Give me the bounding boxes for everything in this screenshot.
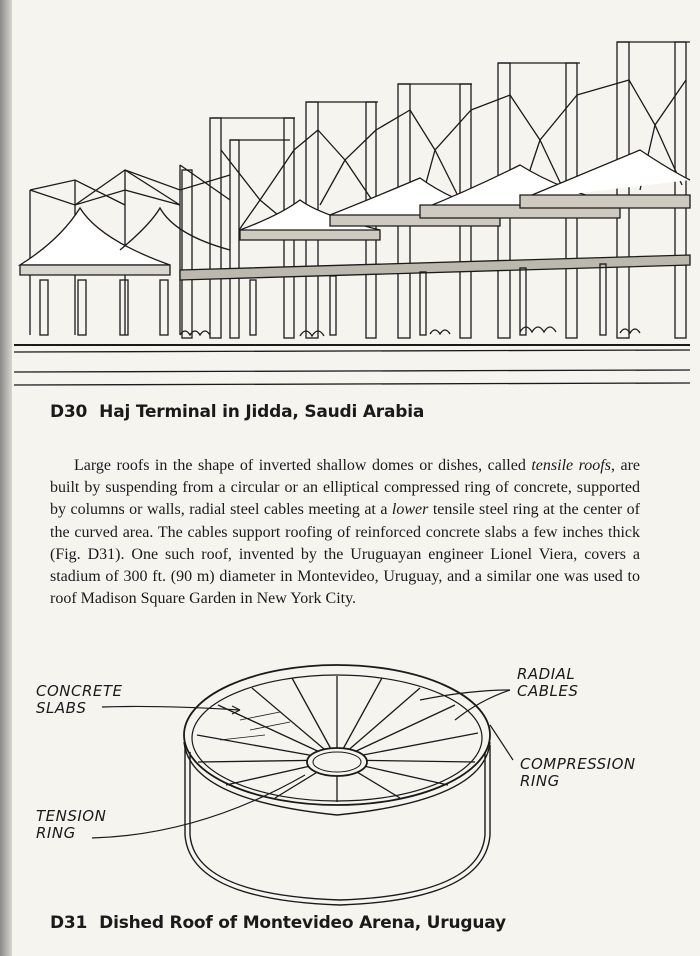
label-cables: CABLES — [517, 682, 579, 700]
label-radial-cables — [517, 666, 578, 700]
label-concrete-slabs — [36, 683, 123, 717]
label-compression: COMPRESSION — [520, 755, 636, 773]
label-compression-ring — [520, 756, 636, 790]
label-slabs: SLABS — [36, 699, 87, 717]
paragraph-text-3: tensile steel ring at the center of the curved area. The cables support roofing of reinforced concrete slabs a few inches thick (Fig. D31). One such roof, invented by the Uruguayan engineer Lionel Viera, covers a stadium of 300 ft. (90 m) diameter in Montevideo, Uruguay, and a similar one was used to roof Madison Square Garden in New York City. — [50, 501, 640, 608]
label-compression-ring-word: RING — [520, 772, 560, 790]
figure-d31-caption — [50, 913, 506, 933]
paragraph-text-2: , are built by suspending from a circular or an elliptical compressed ring of concrete, supported by columns or walls, radial steel cables meeting at a — [50, 457, 641, 519]
label-tension: TENSION — [36, 807, 107, 825]
label-tension-ring-word: RING — [36, 824, 76, 842]
label-concrete: CONCRETE — [36, 682, 123, 700]
figure-d30-title: Haj Terminal in Jidda, Saudi Arabia — [99, 402, 425, 422]
paragraph-text-1: Large roofs in the shape of inverted shallow domes or dishes, called — [74, 457, 532, 474]
paragraph-emphasis-lower: lower — [391, 501, 429, 519]
label-tension-ring — [36, 808, 106, 842]
haj-terminal-sketch — [0, 0, 700, 395]
label-radial: RADIAL — [517, 665, 576, 683]
paragraph-emphasis-tensile-roofs: tensile roofs — [531, 457, 611, 474]
figure-d31-number: D31 — [50, 913, 88, 933]
figure-d30-caption — [50, 402, 424, 422]
tensile-roof-paragraph — [50, 455, 640, 610]
figure-d30-number: D30 — [50, 402, 88, 422]
figure-d31-title: Dished Roof of Montevideo Arena, Uruguay — [99, 913, 506, 933]
